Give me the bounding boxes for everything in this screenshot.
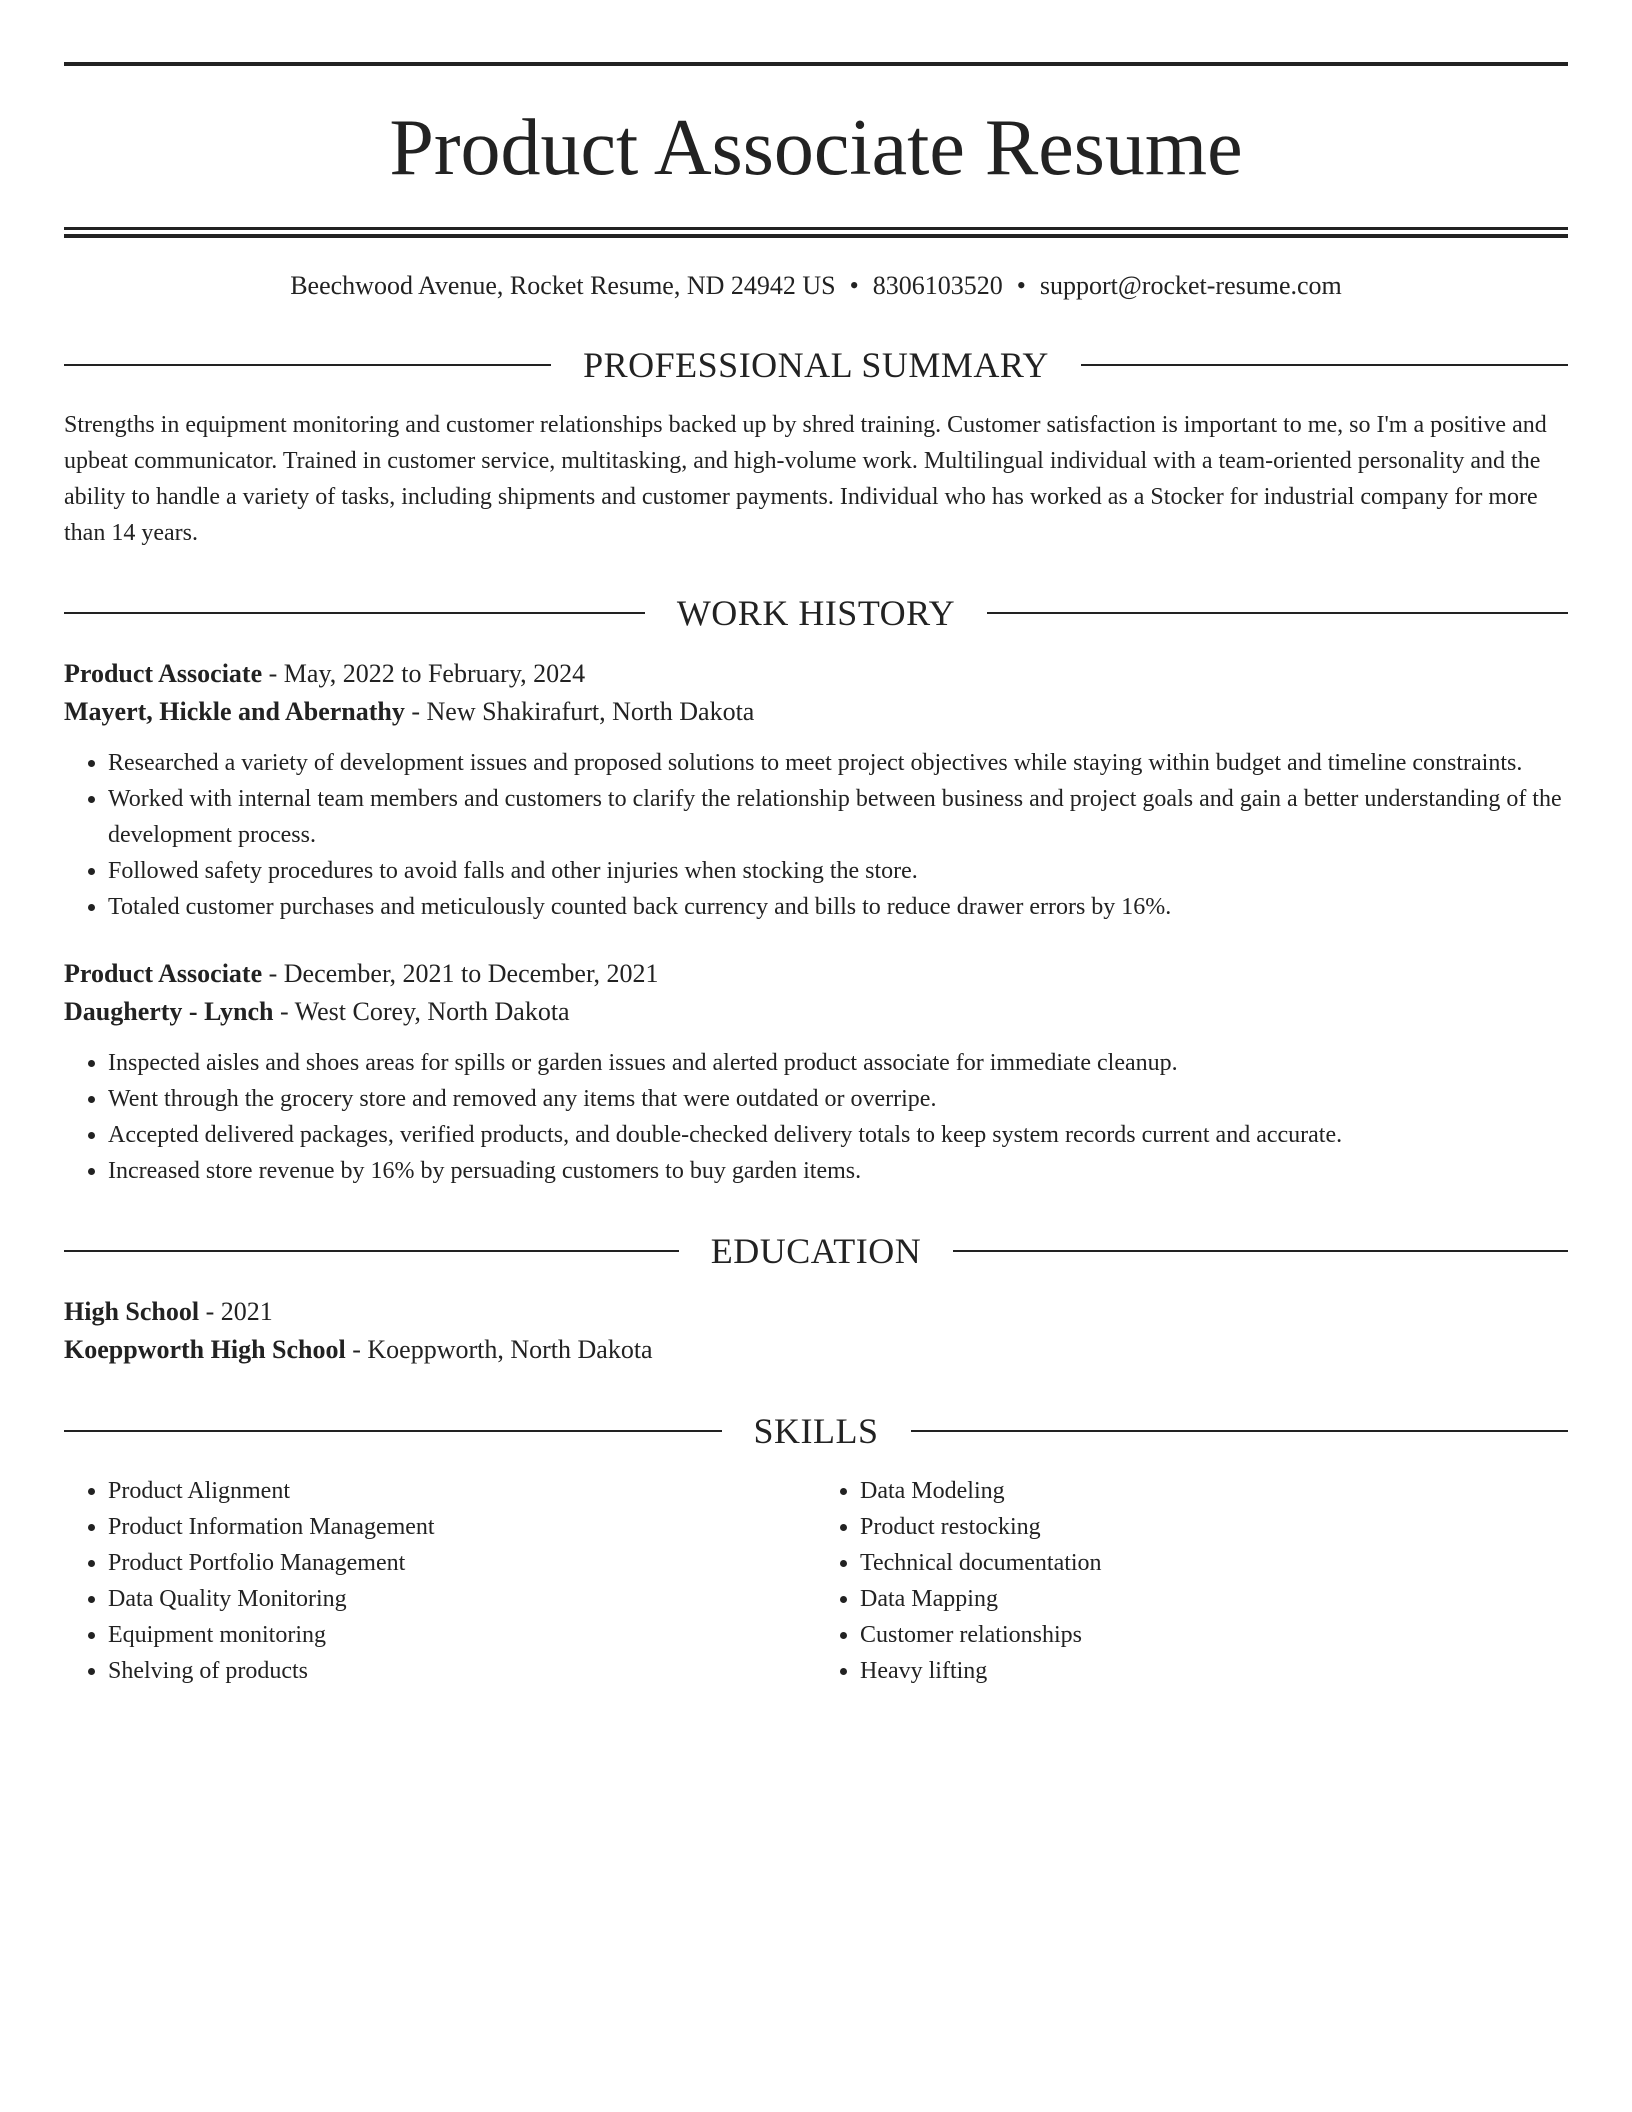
education-school: Koeppworth High School: [64, 1335, 346, 1364]
skills-list-left: [64, 1473, 816, 1689]
job-company-line: [64, 693, 1568, 731]
job-entry: [64, 955, 1568, 1189]
heading-rule: [1081, 364, 1568, 366]
education-heading: [64, 1229, 1568, 1273]
contact-phone: 8306103520: [872, 271, 1003, 300]
list-item: • Product Information Management: [108, 1509, 816, 1545]
job-bullets: [64, 1045, 1568, 1189]
list-item: • Accepted delivered packages, verified products, and double-checked delivery totals to keep system records current and accurate.: [108, 1117, 1568, 1153]
top-rule: [64, 62, 1568, 66]
summary-heading: [64, 343, 1568, 387]
job-dates: - May, 2022 to February, 2024: [262, 659, 586, 688]
section-title: WORK HISTORY: [676, 593, 956, 633]
list-item: • Worked with internal team members and customers to clarify the relationship between business and project goals and gain a better understanding of the development process.: [108, 781, 1568, 853]
section-title: PROFESSIONAL SUMMARY: [583, 345, 1049, 385]
list-item: • Totaled customer purchases and meticulously counted back currency and bills to reduce drawer errors by 16%.: [108, 889, 1568, 925]
contact-line: [64, 269, 1568, 303]
list-item: • Product restocking: [860, 1509, 1568, 1545]
section-title: SKILLS: [753, 1411, 879, 1451]
resume-page: [64, 62, 1568, 1689]
heading-rule: [64, 1430, 722, 1432]
heading-rule: [987, 612, 1568, 614]
list-item: • Data Modeling: [860, 1473, 1568, 1509]
skills-heading: [64, 1409, 1568, 1453]
contact-email: support@rocket-resume.com: [1039, 271, 1342, 300]
education-degree-line: [64, 1293, 1568, 1331]
heading-rule: [64, 1250, 679, 1252]
job-company: Daugherty - Lynch: [64, 997, 274, 1026]
heading-rule: [911, 1430, 1569, 1432]
job-title: Product Associate: [64, 959, 263, 988]
skills-list-right: [816, 1473, 1568, 1689]
heading-rule: [953, 1250, 1568, 1252]
education-school-line: [64, 1331, 1568, 1369]
summary-text: Strengths in equipment monitoring and customer relationships backed up by shred training. Customer satisfaction is important to me, so I'm a positive and upbeat communicator. Trained in customer service, multitasking, and high-volume work. Multilingual individual with a team-oriented personality and the ability to handle a variety of tasks, including shipments and customer payments. Individual who has worked as a Stocker for industrial company for more than 14 years.: [64, 412, 1547, 546]
job-title-line: [64, 655, 1568, 693]
list-item: • Followed safety procedures to avoid falls and other injuries when stocking the store.: [108, 853, 1568, 889]
job-location: - New Shakirafurt, North Dakota: [404, 697, 755, 726]
education-degree: High School: [64, 1297, 200, 1326]
job-title: Product Associate: [64, 659, 263, 688]
list-item: • Went through the grocery store and removed any items that were outdated or overripe.: [108, 1081, 1568, 1117]
contact-separator: •: [1016, 271, 1026, 300]
list-item: • Increased store revenue by 16% by persuading customers to buy garden items.: [108, 1153, 1568, 1189]
job-entry: [64, 655, 1568, 925]
list-item: • Shelving of products: [108, 1653, 816, 1689]
list-item: • Equipment monitoring: [108, 1617, 816, 1653]
contact-address: Beechwood Avenue, Rocket Resume, ND 24942 US: [290, 271, 836, 300]
list-item: • Product Alignment: [108, 1473, 816, 1509]
title-double-rule: [64, 227, 1568, 238]
heading-rule: [64, 612, 645, 614]
list-item: • Researched a variety of development issues and proposed solutions to meet project objectives while staying within budget and timeline constraints.: [108, 745, 1568, 781]
section-title: EDUCATION: [710, 1231, 922, 1271]
job-dates: - December, 2021 to December, 2021: [262, 959, 659, 988]
page-title: Product Associate Resume: [389, 104, 1243, 192]
education-location: - Koeppworth, North Dakota: [345, 1335, 653, 1364]
contact-separator: •: [849, 271, 859, 300]
job-bullets: [64, 745, 1568, 925]
list-item: • Data Quality Monitoring: [108, 1581, 816, 1617]
job-company-line: [64, 993, 1568, 1031]
skills-columns: [64, 1473, 1568, 1689]
list-item: • Product Portfolio Management: [108, 1545, 816, 1581]
job-company: Mayert, Hickle and Abernathy: [64, 697, 405, 726]
job-location: - West Corey, North Dakota: [273, 997, 570, 1026]
heading-rule: [64, 364, 551, 366]
work-history-heading: [64, 591, 1568, 635]
list-item: • Technical documentation: [860, 1545, 1568, 1581]
education-year: - 2021: [199, 1297, 273, 1326]
job-title-line: [64, 955, 1568, 993]
list-item: • Data Mapping: [860, 1581, 1568, 1617]
list-item: • Customer relationships: [860, 1617, 1568, 1653]
list-item: • Inspected aisles and shoes areas for spills or garden issues and alerted product associate for immediate cleanup.: [108, 1045, 1568, 1081]
list-item: • Heavy lifting: [860, 1653, 1568, 1689]
